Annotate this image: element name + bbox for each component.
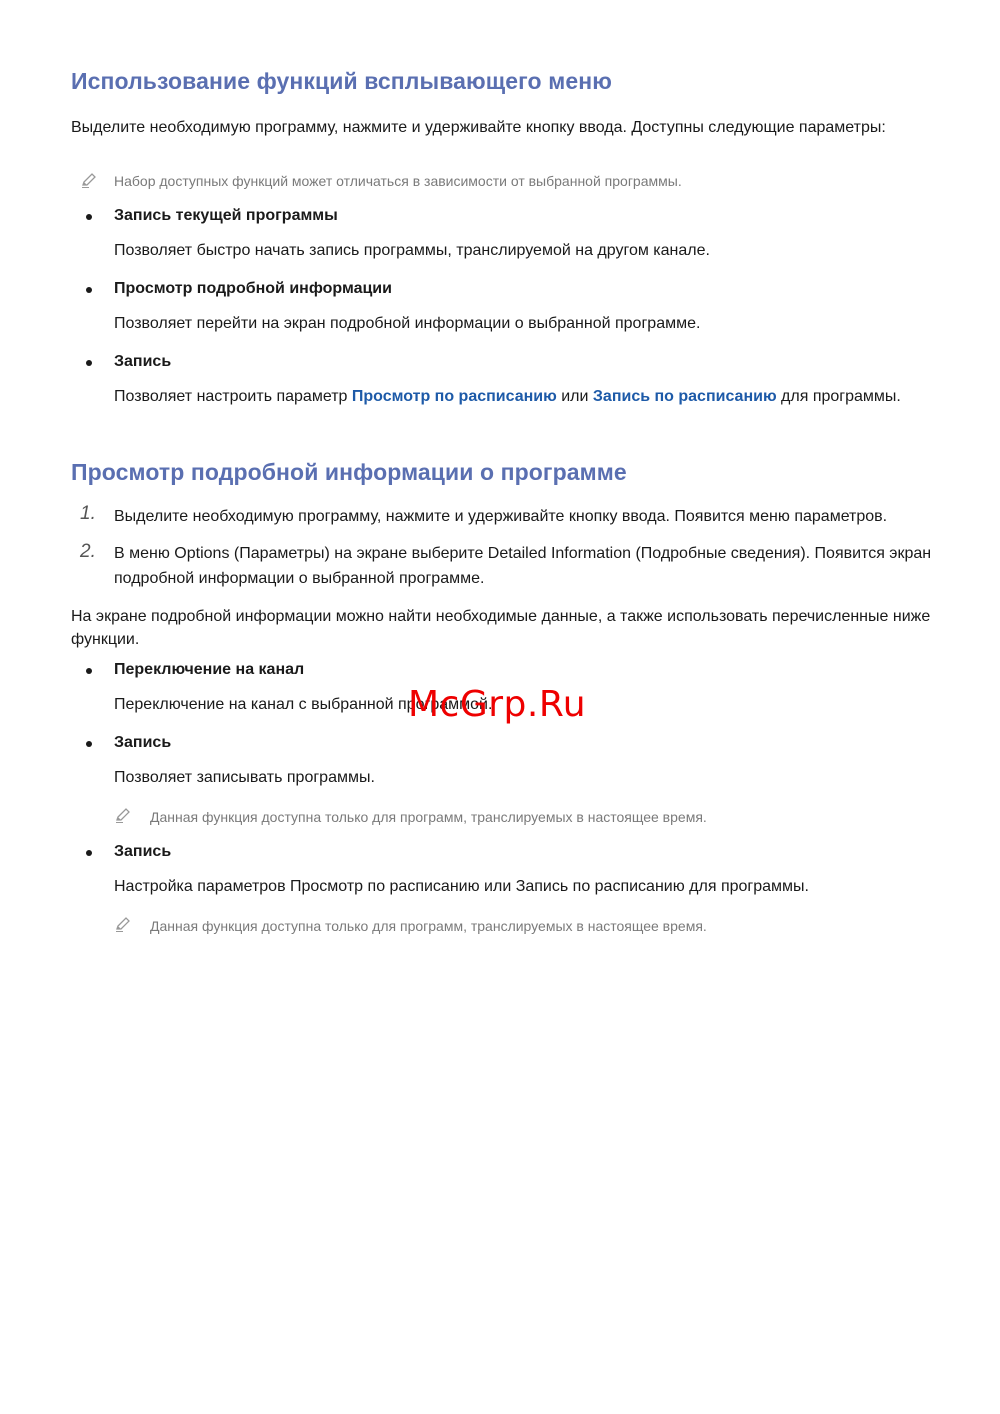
intro-paragraph: Выделите необходимую программу, нажмите и удерживайте кнопку ввода. Доступны следующие параметры: (71, 119, 886, 136)
section-heading-program-details: Просмотр подробной информации о программе (71, 459, 627, 485)
item-title-record: Запись (114, 734, 172, 751)
bullet-dot-icon (86, 214, 92, 220)
item-desc-record-schedule: Настройка параметров Просмотр по расписанию или Запись по расписанию для программы. (114, 878, 809, 895)
item-title-record-current: Запись текущей программы (114, 207, 338, 224)
schedule-viewing-link[interactable]: Просмотр по расписанию (351, 388, 557, 405)
item-title-view-details: Просмотр подробной информации (114, 280, 392, 297)
bullet-dot-icon (86, 287, 92, 293)
item-desc-record: Позволяет настроить параметр Просмотр по расписанию или Запись по расписанию для программы. (114, 388, 901, 405)
item-desc-record-current: Позволяет быстро начать запись программы, транслируемой на другом канале. (114, 242, 710, 259)
bullet-dot-icon (86, 360, 92, 366)
bullet-dot-icon (86, 850, 92, 856)
item-desc-record: Позволяет записывать программы. (114, 769, 375, 786)
note-text: Набор доступных функций может отличаться в зависимости от выбранной программы. (114, 173, 682, 189)
details-paragraph: На экране подробной информации можно найти необходимые данные, а также использовать перечисленные ниже функции. (71, 608, 931, 648)
item-title-record: Запись (114, 353, 172, 370)
schedule-recording-link[interactable]: Запись по расписанию (592, 388, 777, 405)
item-title-switch-channel: Переключение на канал (114, 661, 305, 678)
watermark: McGrp.Ru (408, 684, 587, 725)
section-heading-popup-menu: Использование функций всплывающего меню (71, 68, 612, 94)
note-text: Данная функция доступна только для программ, транслируемых в настоящее время. (150, 809, 707, 825)
step-text: Выделите необходимую программу, нажмите и удерживайте кнопку ввода. Появится меню параметров. (114, 508, 888, 525)
pencil-icon (114, 806, 132, 824)
item-title-record-schedule: Запись (114, 843, 172, 860)
step-number: 2. (80, 541, 96, 562)
note-text: Данная функция доступна только для программ, транслируемых в настоящее время. (150, 918, 707, 934)
step-text: В меню Options (Параметры) на экране выберите Detailed Information (Подробные сведения). Появится экран подробной информации о выбранной программе. (114, 545, 932, 587)
bullet-dot-icon (86, 668, 92, 674)
pencil-icon (114, 915, 132, 933)
bullet-dot-icon (86, 741, 92, 747)
item-desc-switch-channel: Переключение на канал с выбранной программой. (114, 696, 493, 713)
item-desc-view-details: Позволяет перейти на экран подробной информации о выбранной программе. (114, 315, 701, 332)
step-number: 1. (80, 503, 96, 524)
pencil-icon (80, 171, 98, 189)
